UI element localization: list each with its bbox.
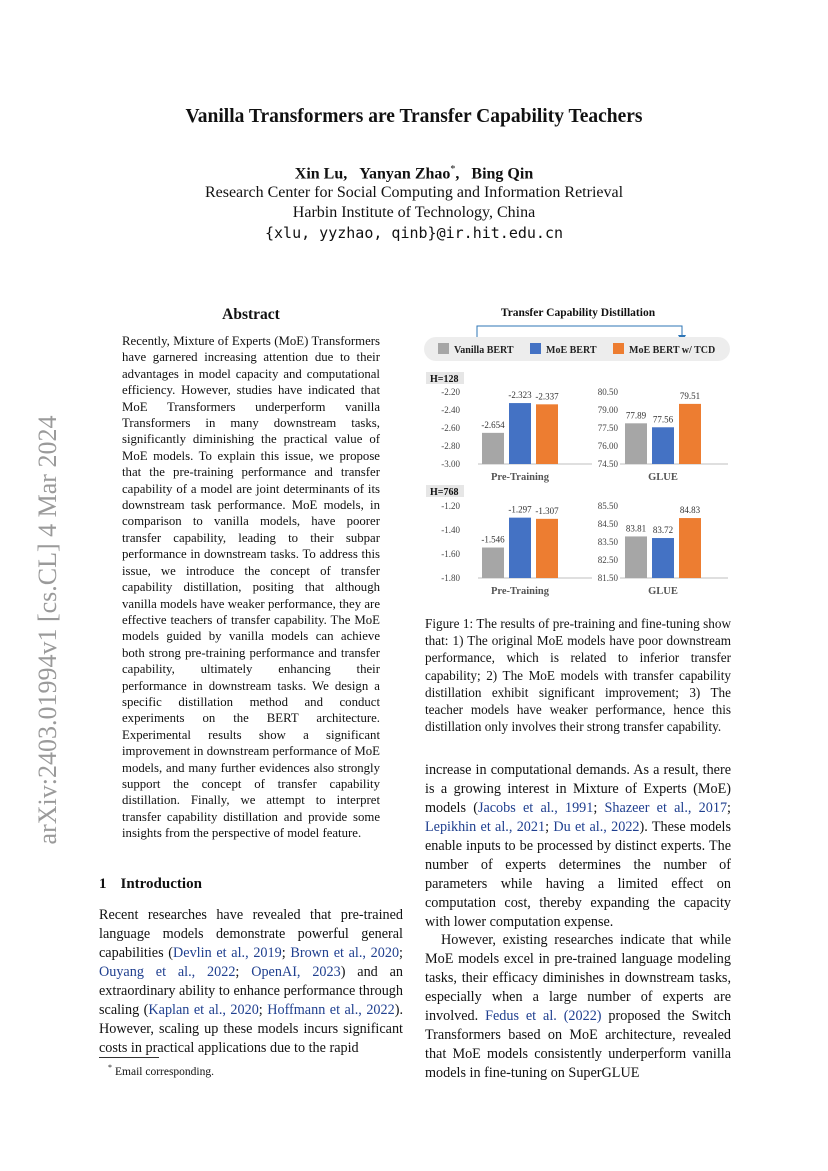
bar-value-label: -1.297	[508, 504, 532, 515]
bar-value-label: 83.81	[625, 523, 647, 534]
intro-paragraph-2	[425, 761, 731, 932]
y-tick-label: -1.60	[441, 549, 460, 559]
panel-label: H=128	[430, 374, 459, 385]
y-tick-label: -1.40	[441, 525, 460, 535]
y-tick-label: -1.20	[441, 501, 460, 511]
y-tick-label: 76.00	[597, 441, 618, 451]
legend-label: Vanilla BERT	[454, 345, 514, 356]
bar-value-label: 77.56	[652, 414, 674, 425]
citation-link[interactable]: Hoffmann et al., 2022	[267, 1002, 395, 1018]
citation-link[interactable]: Du et al., 2022	[553, 819, 640, 835]
legend-swatch	[530, 343, 541, 354]
text-run: ;	[727, 800, 731, 816]
text-run: ). However, scaling up these models incurs significant costs in practical applications due to the rapid	[99, 1002, 403, 1056]
affiliation-line-2: Harbin Institute of Technology, China	[292, 204, 536, 221]
category-label: Pre-Training	[491, 586, 549, 597]
bar-value-label: 83.72	[652, 525, 674, 536]
y-tick-label: 80.50	[597, 387, 618, 397]
author-1: Xin Lu,	[294, 165, 348, 183]
category-label: Pre-Training	[491, 472, 549, 483]
results-chart	[420, 300, 735, 605]
footnote-rule	[99, 1057, 159, 1058]
figure-caption: Figure 1: The results of pre-training and fine-tuning show that: 1) The original MoE models have poor downstream performance, which is related to inferior transfer capability; 2) The MoE models with transfer capability distillation exhibit significant improvement; 3) The teacher models have weaker performance, hence this distillation only involves their strong transfer capability.	[425, 616, 731, 735]
bar	[652, 427, 674, 464]
section-title: Introduction	[120, 876, 202, 892]
y-tick-label: -2.60	[441, 423, 460, 433]
panel-label: H=768	[430, 487, 459, 498]
legend-label: MoE BERT	[546, 345, 597, 356]
abstract-text: Recently, Mixture of Experts (MoE) Transformers have garnered increasing attention due to their advantages in model capacity and computational efficiency. However, studies have indicated that MoE Transformers underperform vanilla Transformers in many downstream tasks, significantly diminishing the practical value of MoE models. To explain this issue, we propose that the pre-training performance and transfer capability of a model are joint determinants of its downstream task performance. MoE models, in comparison to vanilla models, have poorer transfer capability, leading to their subpar performance in downstream tasks. To address this issue, we introduce the concept of transfer capability distillation, positing that although vanilla models have weaker performance, they are effective teachers of transfer capability. The MoE models guided by vanilla models can achieve both strong pre-training performance and transfer capability, ultimately enhancing their performance in downstream tasks. We design a specific distillation method and conduct experiments on the BERT architecture. Experimental results show a significant improvement in downstream performance of MoE models, and many further evidences also strongly support the concept of transfer capability distillation. Finally, we attempt to interpret transfer capability distillation and provide some insights from the perspective of model feature.	[122, 334, 380, 841]
y-tick-label: 85.50	[597, 501, 618, 511]
bar	[509, 403, 531, 464]
y-tick-label: 83.50	[597, 537, 618, 547]
bar	[536, 519, 558, 578]
paper-title: Vanilla Transformers are Transfer Capability Teachers	[185, 106, 643, 127]
text-run: ) and an extraordinary ability to enhance performance through scaling (	[99, 964, 403, 1018]
legend-label: MoE BERT w/ TCD	[629, 345, 716, 356]
citation-link[interactable]: Lepikhin et al., 2021	[425, 819, 546, 835]
bar	[482, 548, 504, 578]
author-mark: *	[450, 164, 456, 175]
bar-value-label: -1.307	[535, 505, 559, 516]
intro-paragraph-3	[425, 931, 731, 1083]
citation-link[interactable]: Jacobs et al., 1991	[477, 800, 594, 816]
category-label: GLUE	[648, 472, 678, 483]
citation-link[interactable]: Fedus et al. (2022)	[485, 1008, 602, 1024]
bar-value-label: 84.83	[679, 505, 701, 516]
legend-swatch	[613, 343, 624, 354]
bar	[536, 404, 558, 464]
y-tick-label: -3.00	[441, 459, 460, 469]
bar	[509, 518, 531, 578]
text-run: ;	[235, 964, 252, 980]
y-tick-label: -1.80	[441, 573, 460, 583]
y-tick-label: -2.20	[441, 387, 460, 397]
footnote	[108, 1063, 214, 1078]
arxiv-stamp	[28, 390, 68, 870]
y-tick-label: 84.50	[597, 519, 618, 529]
abstract-heading: Abstract	[222, 306, 280, 323]
y-tick-label: -2.40	[441, 405, 460, 415]
bar	[679, 404, 701, 464]
text-run: ;	[281, 945, 291, 961]
text-run: ). These models enable inputs to be processed by distinct experts. The number of experts determines the number of parameters while having a limited effect on computation cost, thereby expanding the capacity with lower computation expense.	[425, 819, 731, 930]
y-tick-label: -2.80	[441, 441, 460, 451]
section-heading	[99, 876, 202, 893]
text-run: ;	[593, 800, 605, 816]
bar-value-label: -2.337	[535, 391, 559, 402]
bar	[652, 538, 674, 578]
text-run: ;	[545, 819, 554, 835]
category-label: GLUE	[648, 586, 678, 597]
arxiv-stamp-text: arXiv:2403.01994v1 [cs.CL] 4 Mar 2024	[33, 415, 62, 845]
citation-link[interactable]: Ouyang et al., 2022	[99, 964, 236, 980]
footnote-mark: *	[108, 1063, 112, 1072]
text-run: increase in computational demands. As a result, there is a growing interest in Mixture of Experts (MoE) models (	[425, 762, 731, 816]
text-run: ;	[399, 945, 403, 961]
author-3: Bing Qin	[471, 165, 534, 183]
y-tick-label: 79.00	[597, 405, 618, 415]
author-2: Yanyan Zhao	[359, 165, 451, 183]
citation-link[interactable]: Kaplan et al., 2020	[148, 1002, 259, 1018]
bar	[625, 536, 647, 578]
intro-paragraph-1	[99, 906, 403, 1058]
author-email: {xlu, yyzhao, qinb}@ir.hit.edu.cn	[264, 224, 563, 242]
y-tick-label: 81.50	[597, 573, 618, 583]
text-run: Recent researches have revealed that pre-trained language models demonstrate powerful general capabilities (	[99, 907, 403, 961]
bar	[625, 423, 647, 464]
text-run: ;	[258, 1002, 268, 1018]
section-number: 1	[99, 876, 107, 892]
citation-link[interactable]: Shazeer et al., 2017	[604, 800, 728, 816]
y-tick-label: 77.50	[597, 423, 618, 433]
footnote-text: Email corresponding.	[115, 1065, 215, 1078]
y-tick-label: 82.50	[597, 555, 618, 565]
y-tick-label: 74.50	[597, 459, 618, 469]
bar	[482, 433, 504, 464]
transfer-bracket	[477, 326, 682, 338]
text-run: proposed the Switch Transformers based on MoE architecture, revealed that MoE models consistently underperform vanilla models in fine-tuning on SuperGLUE	[425, 1008, 731, 1081]
bar-value-label: -1.546	[481, 534, 505, 545]
figure-1	[420, 300, 735, 605]
bar-value-label: 77.89	[625, 410, 647, 421]
chart-title: Transfer Capability Distillation	[500, 307, 656, 319]
bar-value-label: 79.51	[679, 390, 701, 401]
affiliation-line-1: Research Center for Social Computing and Information Retrieval	[204, 184, 624, 201]
citation-link[interactable]: Devlin et al., 2019	[173, 945, 282, 961]
citation-link[interactable]: OpenAI, 2023	[251, 964, 341, 980]
citation-link[interactable]: Brown et al., 2020	[290, 945, 400, 961]
text-run: However, existing researches indicate that while MoE models excel in pre-trained language modeling tasks, their efficacy diminishes in downstream tasks, especially when a large number of experts are involved.	[425, 932, 731, 1024]
bar-value-label: -2.654	[481, 419, 505, 430]
bar-value-label: -2.323	[508, 390, 532, 401]
legend-swatch	[438, 343, 449, 354]
bar	[679, 518, 701, 578]
author-list: Xin Lu, Yanyan Zhao*, Bing Qin	[294, 164, 534, 183]
